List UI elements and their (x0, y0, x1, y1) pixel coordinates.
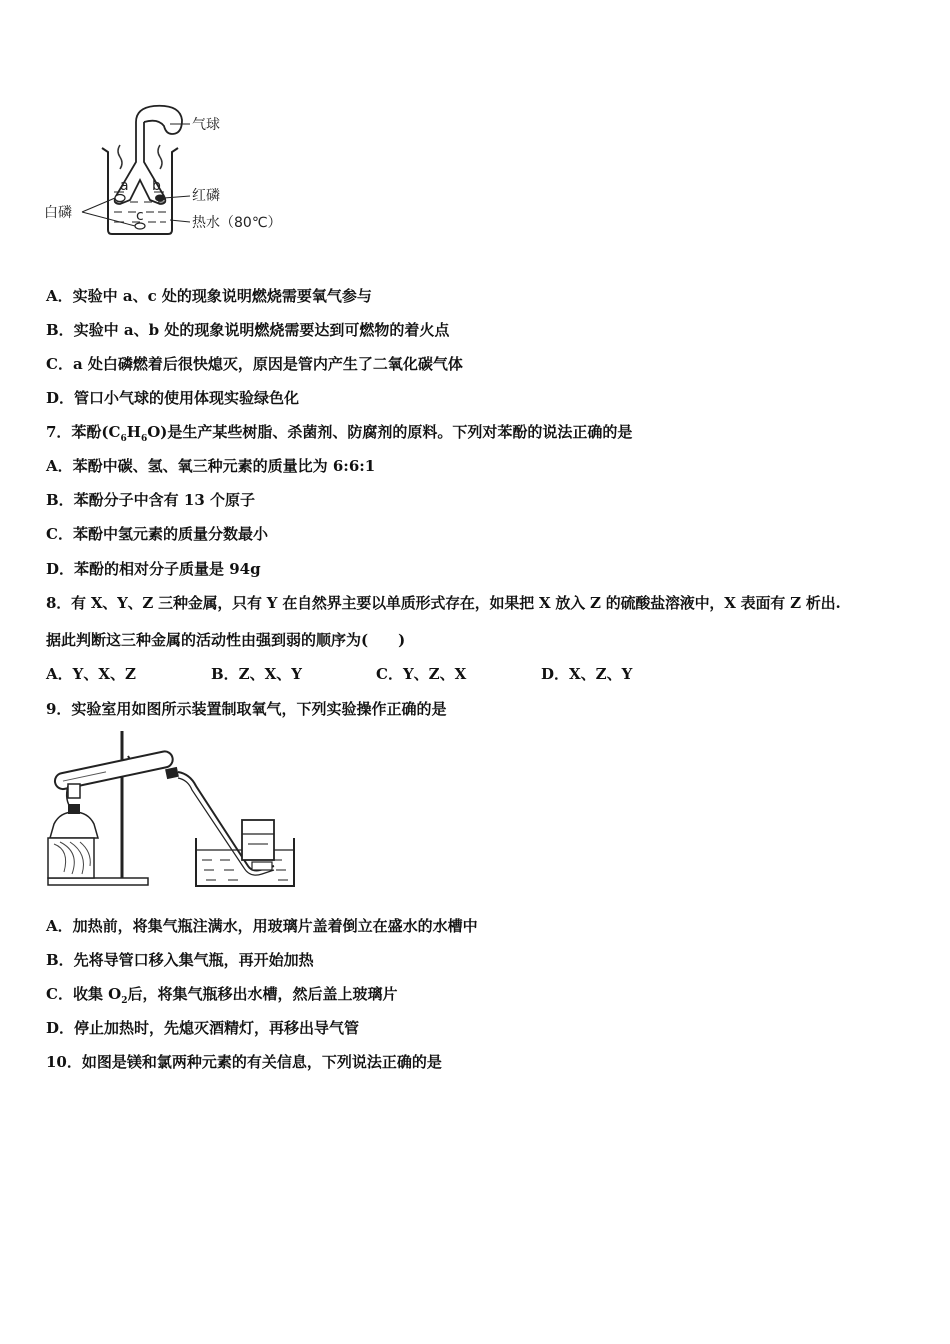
q6-option-b: B．实验中 a、b 处的现象说明燃烧需要达到可燃物的着火点 (46, 321, 450, 339)
mark-b: b (152, 178, 161, 194)
label-red-phosphorus: 红磷 (192, 188, 220, 204)
q9-option-b: B．先将导管口移入集气瓶，再开始加热 (46, 951, 314, 969)
q8-options (46, 664, 632, 684)
q9-option-a: A．加热前，将集气瓶注满水，用玻璃片盖着倒立在盛水的水槽中 (46, 917, 478, 935)
q9-option-c-part2: 后，将集气瓶移出水槽，然后盖上玻璃片 (127, 985, 398, 1003)
q9-option-d: D．停止加热时，先熄灭酒精灯，再移出导气管 (46, 1019, 360, 1037)
mark-a: a (120, 178, 129, 194)
mark-c: c (136, 208, 144, 224)
q7-option-b: B．苯酚分子中含有 13 个原子 (46, 491, 255, 509)
q7-sub2: 6 (140, 434, 148, 444)
label-hot-water: 热水（80℃） (192, 215, 282, 231)
oxygen-apparatus-figure (40, 726, 310, 891)
q8-option-b: B．Z、X、Y (211, 665, 302, 683)
q9-stem: 9．实验室用如图所示装置制取氧气，下列实验操作正确的是 (46, 700, 447, 718)
q7-option-a: A．苯酚中碳、氢、氧三种元素的质量比为 6:6:1 (46, 457, 376, 475)
q8-option-d: D．X、Z、Y (541, 665, 633, 683)
q8-option-a: A．Y、X、Z (46, 665, 136, 683)
q8-stem-line1: 8．有 X、Y、Z 三种金属，只有 Y 在自然界主要以单质形式存在，如果把 X 放入 Z 的硫酸盐溶液中，X 表面有 Z 析出. (46, 594, 841, 612)
q7-sub1: 6 (120, 434, 127, 444)
q8-option-c: C．Y、Z、X (376, 665, 467, 683)
q7-stem (46, 422, 632, 449)
label-white-phosphorus: 白磷 (44, 205, 72, 221)
q9-option-c-part1: C．收集 O (46, 985, 122, 1003)
q7-stem-part2: H (126, 423, 141, 441)
q7-stem-part1: 7．苯酚(C (46, 423, 121, 441)
q6-option-a: A．实验中 a、c 处的现象说明燃烧需要氧气参与 (46, 287, 372, 305)
label-balloon: 气球 (192, 117, 220, 133)
combustion-experiment-figure (40, 100, 310, 240)
q9-option-c (46, 984, 398, 1011)
q10-stem: 10．如图是镁和氯两种元素的有关信息，下列说法正确的是 (46, 1053, 442, 1071)
q9-option-c-sub: 2 (121, 996, 128, 1006)
q6-option-c: C．a 处白磷燃着后很快熄灭，原因是管内产生了二氧化碳气体 (46, 355, 463, 373)
q6-option-d: D．管口小气球的使用体现实验绿色化 (46, 389, 300, 407)
q7-option-c: C．苯酚中氢元素的质量分数最小 (46, 525, 268, 543)
q7-stem-part3: O)是生产某些树脂、杀菌剂、防腐剂的原料。下列对苯酚的说法正确的是 (147, 423, 633, 441)
q8-stem-line2: 据此判断这三种金属的活动性由强到弱的顺序为( ) (46, 631, 406, 649)
q7-option-d: D．苯酚的相对分子质量是 94g (46, 560, 261, 578)
